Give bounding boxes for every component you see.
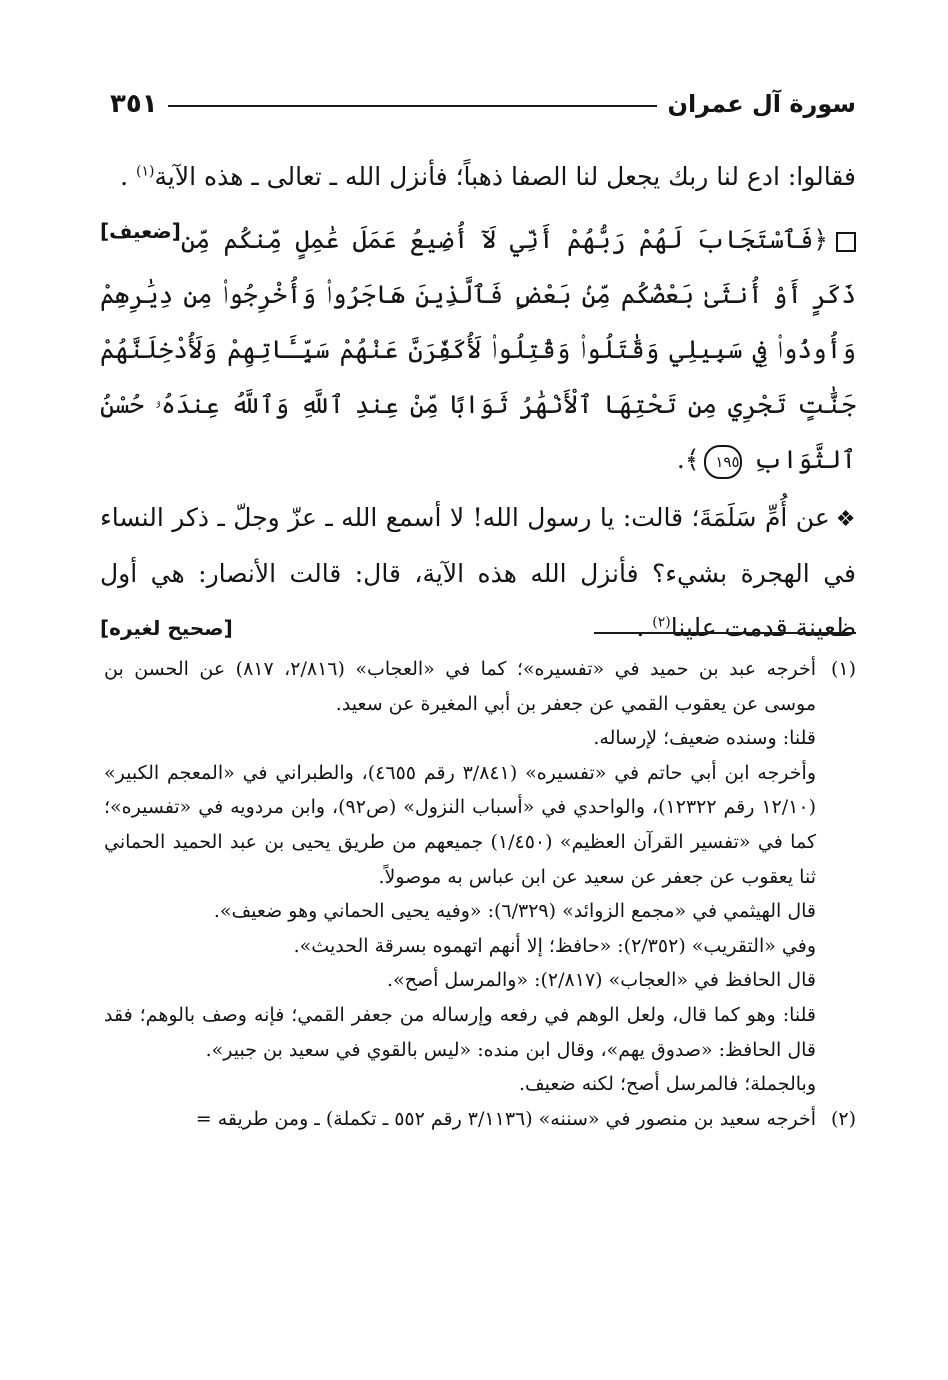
header-rule	[168, 105, 658, 107]
footnote-1-line: قلنا: وهو كما قال، ولعل الوهم في رفعه وإرساله من جعفر القمي؛ فإنه وصف بالوهم؛ فقد قال الحافظ: «صدوق يهم»، وقال ابن منده: «ليس بالقوي في سعيد بن جبير».	[104, 1003, 816, 1061]
footnote-1-line: وأخرجه ابن أبي حاتم في «تفسيره» (٣/٨٤١ رقم ٤٦٥٥)، والطبراني في «المعجم الكبير» (١٢/١٠ رقم ١٢٣٢٢)، والواحدي في «أسباب النزول» (ص٩٢)، وابن مردويه في «تفسيره»؛ كما في «تفسير القرآن العظيم» (١/٤٥٠) جميعهم من طريق يحيى بن عبد الحميد الحماني ثنا يعقوب عن جعفر عن سعيد عن ابن عباس به موصولاً.	[104, 761, 816, 888]
paragraph-intro	[100, 150, 856, 243]
grade-weak: [ضعيف]	[100, 219, 181, 243]
footnote-1-line: وبالجملة؛ فالمرسل أصح؛ لكنه ضعيف.	[518, 1073, 816, 1096]
four-diamond-icon: ❖	[835, 507, 856, 532]
main-text	[100, 150, 856, 655]
footnote-1-line: أخرجه عبد بن حميد في «تفسيره»؛ كما في «العجاب» (٢/٨١٦، ٨١٧) عن الحسن بن موسى عن يعقوب القمي عن جعفر بن أبي المغيرة عن سعيد.	[104, 658, 817, 715]
footnote-1-line: وفي «التقريب» (٢/٣٥٢): «حافظ؛ إلا أنهم اتهموه بسرقة الحديث».	[293, 934, 816, 957]
square-box-icon	[836, 232, 856, 252]
grade-sahih-lighayrihi: [صحيح لغيره]	[100, 616, 233, 640]
footnote-2	[104, 1102, 856, 1137]
footnotes	[104, 652, 856, 1136]
hadith-text: عن أُمِّ سَلَمَةَ؛ قالت: يا رسول الله! لا أسمع الله ـ عزّ وجلّ ـ ذكر النساء في الهجرة بشيء؟ فأنزل الله هذه الآية، قال: قالت الأنصار: هي أول ظعينة قدمت علينا	[100, 503, 856, 642]
page-number: ٣٥١	[110, 89, 158, 119]
footnote-2-number: (٢)	[830, 1107, 856, 1130]
quran-verse	[100, 212, 856, 487]
verse-close-bracket: ﴾.	[676, 445, 700, 474]
verse-open-bracket: ﴿	[813, 225, 828, 254]
footnote-ref-1: (١)	[136, 163, 155, 180]
ayah-number-badge: ١٩٥	[704, 445, 742, 479]
footnote-1-number: (١)	[830, 658, 856, 680]
footnote-2-line: أخرجه سعيد بن منصور في «سننه» (٣/١١٣٦ رقم ٥٥٢ ـ تكملة) ـ ومن طريقه =	[195, 1107, 816, 1130]
footnote-1-line: قال الحافظ في «العجاب» (٢/٨١٧): «والمرسل أصح».	[387, 969, 816, 992]
hadith-end: .	[636, 613, 653, 642]
footnote-1-line: قلنا: وسنده ضعيف؛ لإرساله.	[593, 727, 816, 750]
intro-end: .	[120, 162, 137, 191]
footnote-separator	[594, 632, 856, 634]
footnote-1	[104, 652, 856, 1102]
footnote-ref-2: (٢)	[652, 614, 671, 631]
surah-title: سورة آل عمران	[667, 90, 856, 118]
verse-text: فَٱسْتَجَابَ لَهُمْ رَبُّهُمْ أَنِّي لَآ أُضِيعُ عَمَلَ عَٰمِلٍ مِّنكُم مِّن ذَكَرٍ أَوْ أُنثَىٰ بَعْضُكُم مِّنۢ بَعْضٍ فَٱلَّذِينَ هَاجَرُوا۟ وَأُخْرِجُوا۟ مِن دِيَٰرِهِمْ وَأُوذُوا۟ فِي سَبِيلِي وَقَٰتَلُوا۟ وَقُتِلُوا۟ لَأُكَفِّرَنَّ عَنْهُمْ سَيِّـَٔاتِهِمْ وَلَأُدْخِلَنَّهُمْ جَنَّٰتٍ تَجْرِي مِن تَحْتِهَا ٱلْأَنْهَٰرُ ثَوَابًا مِّنْ عِندِ ٱللَّهِ وَٱللَّهُ عِندَهُۥ حُسْنُ ٱلثَّوَابِ	[100, 225, 856, 474]
hadith-paragraph	[100, 491, 856, 655]
intro-text: فقالوا: ادع لنا ربك يجعل لنا الصفا ذهباً؛ فأنزل الله ـ تعالى ـ هذه الآية	[154, 162, 856, 191]
footnote-1-line: قال الهيثمي في «مجمع الزوائد» (٦/٣٢٩): «وفيه يحيى الحماني وهو ضعيف».	[213, 900, 816, 923]
page-header	[110, 84, 856, 124]
